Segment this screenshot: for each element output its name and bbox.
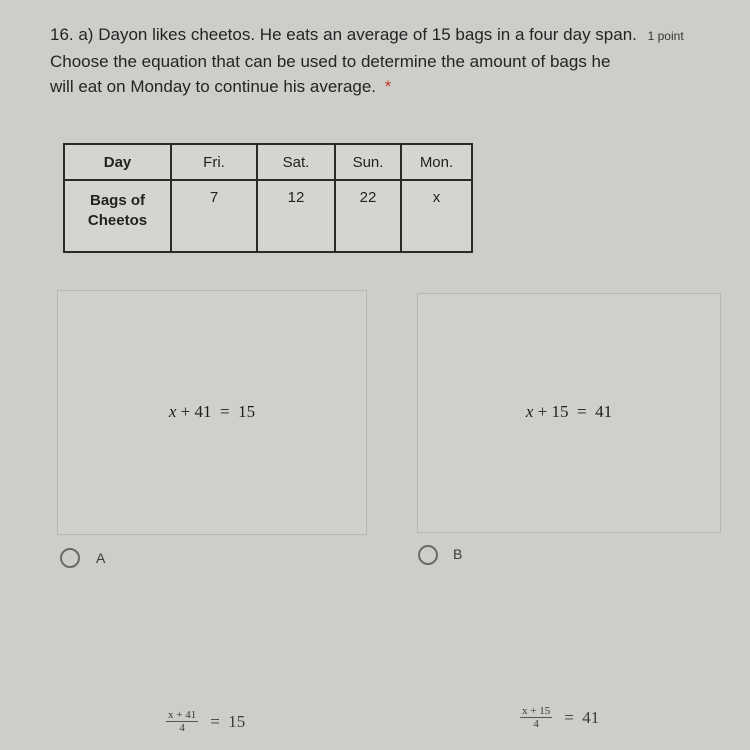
- choice-a-label: A: [96, 550, 106, 566]
- table-header-cell: Mon.: [401, 144, 472, 180]
- equation-rhs: = 41: [564, 708, 600, 727]
- fraction: [520, 706, 552, 730]
- table-header-cell: Fri.: [171, 144, 257, 180]
- table-header-cell: Sun.: [335, 144, 401, 180]
- table-header-cell: Sat.: [257, 144, 335, 180]
- equation-rest: + 15 = 41: [533, 402, 613, 421]
- table-row: [64, 180, 472, 252]
- choice-a-radio[interactable]: [60, 548, 80, 568]
- table-cell: 7: [171, 180, 257, 252]
- equation-variable: x: [525, 402, 534, 421]
- row-label-line1: Bags of: [89, 192, 145, 209]
- choice-b-card[interactable]: [417, 293, 721, 533]
- question-line1: Dayon likes cheetos. He eats an average of 15 bags in a four day span.: [98, 25, 637, 44]
- equation-rhs: = 15: [210, 712, 246, 731]
- fraction-denominator: 4: [179, 722, 185, 734]
- table-header-cell: Day: [64, 144, 171, 180]
- table-cell: 22: [335, 180, 401, 252]
- fraction-denominator: 4: [533, 718, 539, 730]
- choice-b-label: B: [453, 546, 463, 562]
- choice-a-card[interactable]: [57, 290, 367, 535]
- choice-c-equation[interactable]: [166, 710, 245, 734]
- question-line3: will eat on Monday to continue his average.: [50, 77, 377, 96]
- choice-b-equation: [526, 402, 612, 422]
- equation-rest: + 41 = 15: [176, 401, 256, 421]
- fraction-numerator: x + 15: [522, 705, 551, 717]
- table-header-row: [64, 144, 472, 180]
- table-cell: 12: [257, 180, 335, 252]
- question-number: 16. a): [50, 25, 94, 44]
- fraction-numerator: x + 41: [168, 709, 197, 721]
- row-label-line2: Cheetos: [87, 212, 148, 229]
- points-label: 1 point: [647, 29, 684, 43]
- choice-b-radio[interactable]: [418, 545, 438, 565]
- choice-a-equation: [169, 402, 255, 422]
- required-mark: *: [384, 77, 392, 96]
- row-label: [64, 180, 171, 252]
- table-cell: x: [401, 180, 472, 252]
- question-line2: Choose the equation that can be used to determine the amount of bags he: [50, 52, 611, 71]
- equation-variable: x: [168, 401, 177, 421]
- fraction: [166, 710, 198, 734]
- cheetos-table: [63, 143, 473, 253]
- question-text: [50, 22, 740, 99]
- choice-d-equation[interactable]: [520, 706, 599, 730]
